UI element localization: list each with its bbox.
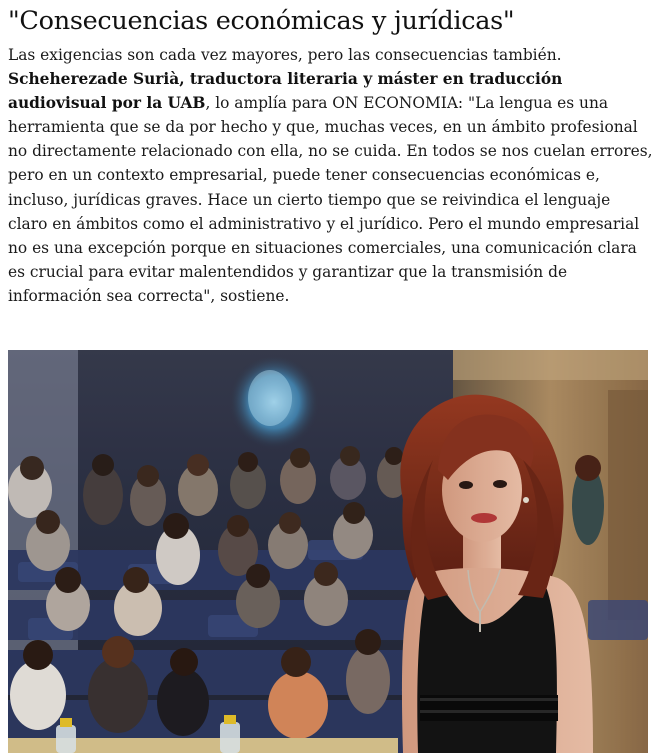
intro-text: Las exigencias son cada vez mayores, pero las consecuencias también. (8, 46, 562, 64)
article (8, 0, 653, 308)
person-name: Scheherezade Surià, traductora literaria y máster en traducción audiovisual por la UAB (8, 70, 563, 113)
article-photo (8, 350, 648, 753)
quote-text: , lo amplía para ON ECONOMIA: "La lengua es una herramienta que se da por hecho y que, muchas veces, en un ámbito profesional no directamente relacionado con ella, no se cuida. En todos se nos cuelan errores, pero en un contexto empresarial, puede tener consecuencias económicas e, incluso, jurídicas graves. Hace un cierto tiempo que se reivindica el lenguaje claro en ámbitos como el administrativo y el jurídico. Pero el mundo empresarial no es una excepción porque en situaciones comerciales, una comunicación clara es crucial para evitar malentendidos y garantizar que la transmisión de información sea correcta", sostiene. (8, 94, 653, 305)
article-paragraph (8, 43, 653, 308)
section-heading: "Consecuencias económicas y jurídicas" (8, 6, 515, 36)
photo-illustration (8, 350, 648, 753)
